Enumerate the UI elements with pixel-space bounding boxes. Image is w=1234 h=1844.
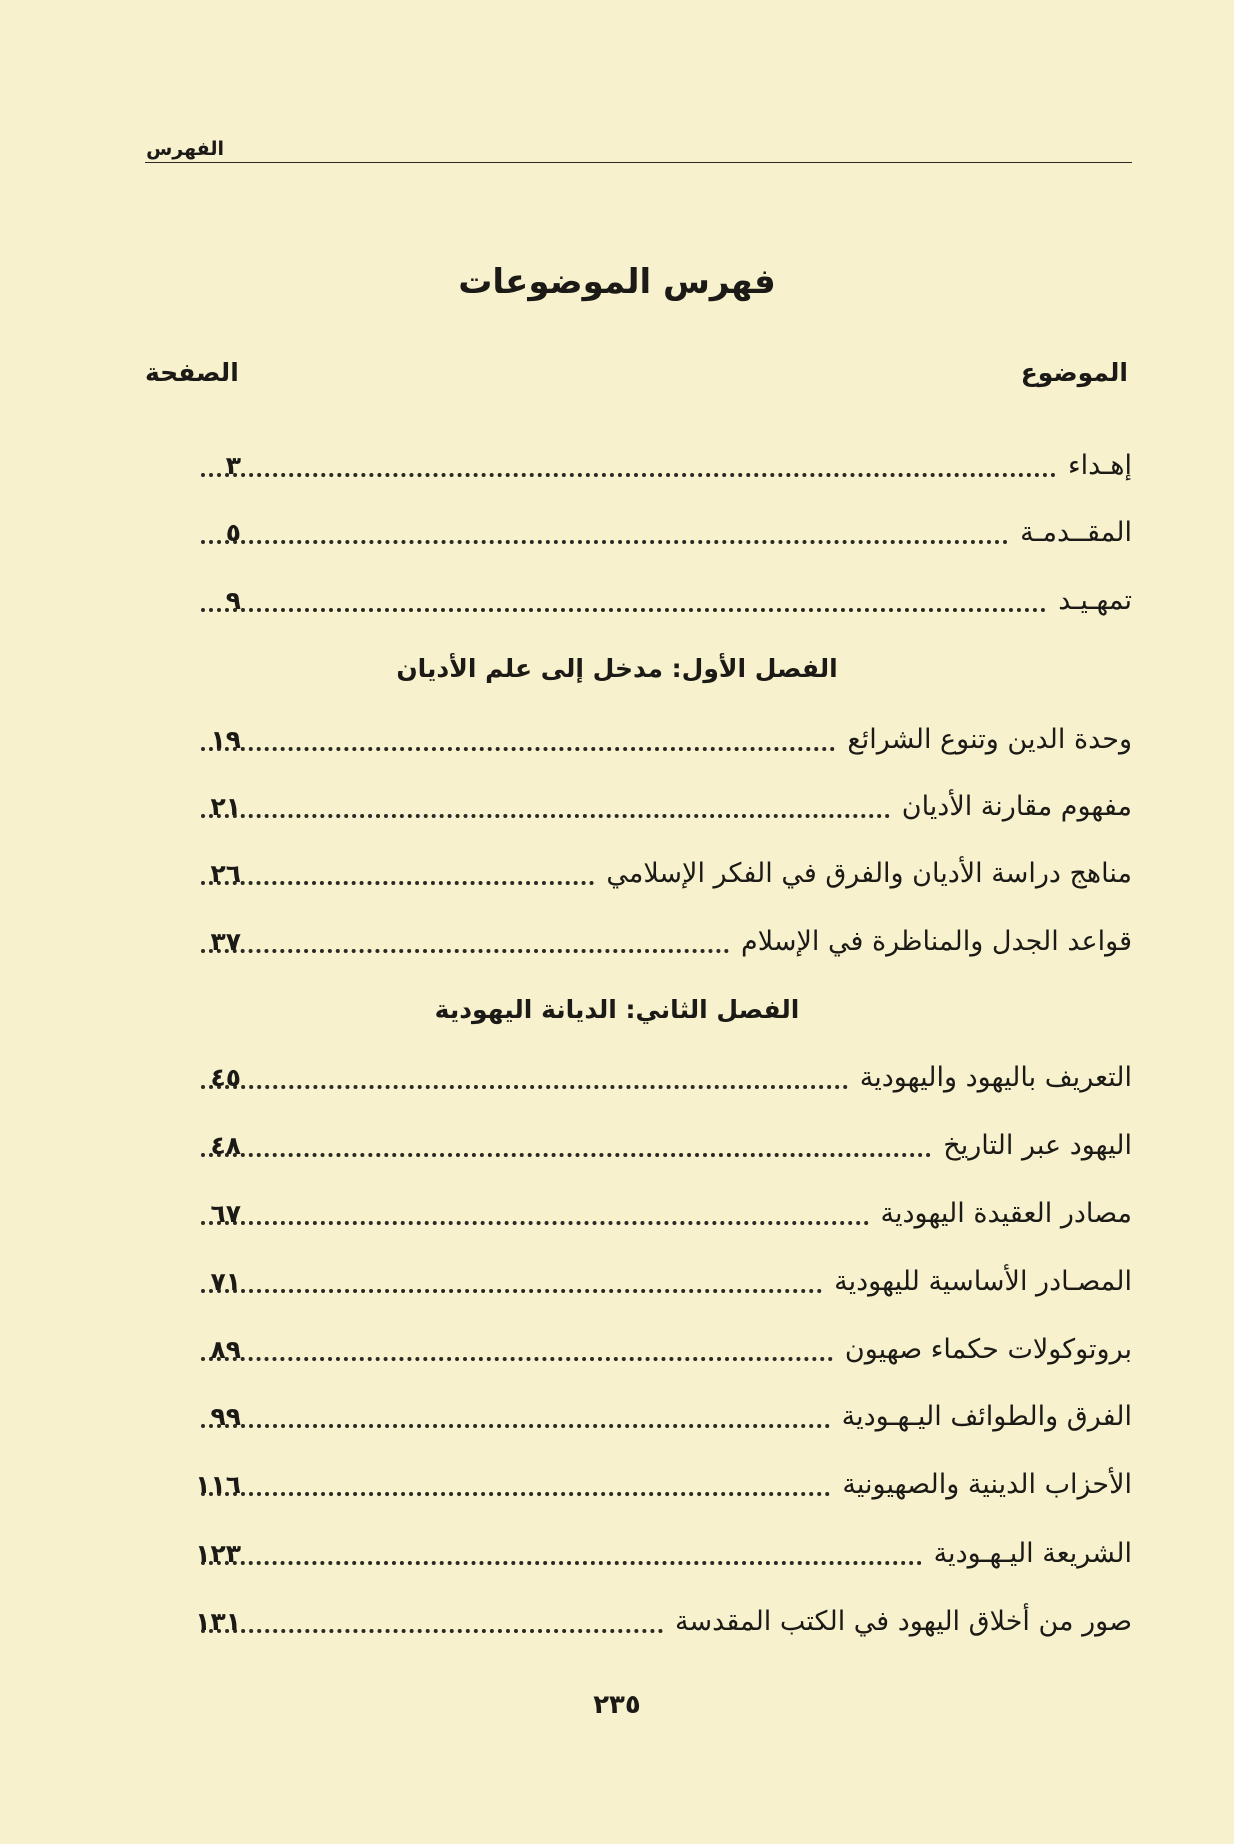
toc-entry-title: الأحزاب الدينية والصهيونية — [842, 1469, 1132, 1500]
toc-entry-page: ٦٧ — [210, 1199, 241, 1228]
toc-entry-page: ٤٥ — [210, 1063, 241, 1092]
toc-entry-title: مصادر العقيدة اليهودية — [880, 1198, 1132, 1229]
toc-entry-title: المقــدمـة — [1020, 517, 1132, 548]
toc-entry — [145, 1058, 1132, 1098]
column-header-page: الصفحة — [145, 358, 239, 387]
toc-entry — [145, 446, 1132, 486]
column-header-topic: الموضوع — [1020, 358, 1128, 387]
toc-entry-page: ٩ — [225, 586, 241, 615]
toc-entry — [145, 581, 1132, 621]
dot-leader — [201, 608, 1046, 612]
toc-entry — [145, 1330, 1132, 1370]
page-title: فهرس الموضوعات — [458, 262, 776, 302]
header-rule — [145, 162, 1132, 163]
toc-entry-page: ١٩ — [210, 725, 241, 754]
toc-entry — [145, 1126, 1132, 1166]
dot-leader — [201, 1357, 833, 1361]
toc-entry — [145, 1602, 1132, 1642]
toc-entry-page: ٢٦ — [210, 859, 241, 888]
toc-entry-title: التعريف باليهود واليهودية — [859, 1062, 1132, 1093]
toc-entry — [145, 720, 1132, 760]
toc-entry-title: قواعد الجدل والمناظرة في الإسلام — [741, 926, 1132, 957]
toc-entry-title: اليهود عبر التاريخ — [943, 1130, 1132, 1161]
toc-entry-page: ١١٦ — [195, 1470, 241, 1499]
toc-entry — [145, 1534, 1132, 1574]
dot-leader — [201, 1085, 848, 1089]
dot-leader — [201, 473, 1056, 477]
toc-entry — [145, 1194, 1132, 1234]
toc-entry-page: ٩٩ — [210, 1402, 241, 1431]
dot-leader — [201, 814, 890, 818]
dot-leader — [201, 1424, 830, 1428]
toc-entry-page: ٨٩ — [210, 1335, 241, 1364]
dot-leader — [201, 540, 1008, 544]
toc-entry-page: ٧١ — [210, 1267, 241, 1296]
chapter-heading: الفصل الثاني: الديانة اليهودية — [434, 995, 800, 1024]
toc-entry — [145, 1465, 1132, 1505]
toc-entry — [145, 854, 1132, 894]
toc-entry — [145, 513, 1132, 553]
dot-leader — [201, 1221, 869, 1225]
toc-entry-page: ٤٨ — [210, 1131, 241, 1160]
running-head: الفهرس — [146, 138, 224, 160]
toc-entry-title: مفهوم مقارنة الأديان — [901, 791, 1132, 822]
toc-entry-page: ٣٧ — [210, 927, 241, 956]
dot-leader — [201, 881, 594, 885]
dot-leader — [201, 1629, 663, 1633]
toc-entry-title: مناهج دراسة الأديان والفرق في الفكر الإسلامي — [606, 858, 1132, 889]
toc-entry — [145, 1397, 1132, 1437]
toc-entry-title: بروتوكولات حكماء صهيون — [844, 1334, 1132, 1365]
dot-leader — [201, 1289, 822, 1293]
toc-entry — [145, 787, 1132, 827]
chapter-heading: الفصل الأول: مدخل إلى علم الأديان — [396, 654, 838, 683]
toc-entry-page: ١٣١ — [195, 1607, 241, 1636]
toc-entry-title: وحدة الدين وتنوع الشرائع — [847, 724, 1132, 755]
page-number: ٢٣٥ — [593, 1690, 641, 1720]
dot-leader — [201, 747, 835, 751]
dot-leader — [201, 1561, 922, 1565]
toc-entry-title: صور من أخلاق اليهود في الكتب المقدسة — [675, 1606, 1132, 1637]
toc-entry-page: ٥ — [225, 518, 241, 547]
toc-entry-page: ٢١ — [210, 792, 241, 821]
toc-entry — [145, 922, 1132, 962]
toc-entry-title: إهـداء — [1067, 450, 1132, 481]
toc-entry-page: ١٢٣ — [195, 1539, 241, 1568]
dot-leader — [201, 1492, 830, 1496]
toc-entry-title: الفرق والطوائف اليـهـودية — [841, 1401, 1132, 1432]
dot-leader — [201, 949, 729, 953]
toc-entry-title: الشريعة اليـهـودية — [933, 1538, 1132, 1569]
toc-entry — [145, 1262, 1132, 1302]
toc-entry-page: ٣ — [225, 451, 241, 480]
toc-entry-title: المصـادر الأساسية لليهودية — [834, 1266, 1132, 1297]
dot-leader — [201, 1153, 931, 1157]
toc-entry-title: تمهـيـد — [1058, 585, 1132, 616]
